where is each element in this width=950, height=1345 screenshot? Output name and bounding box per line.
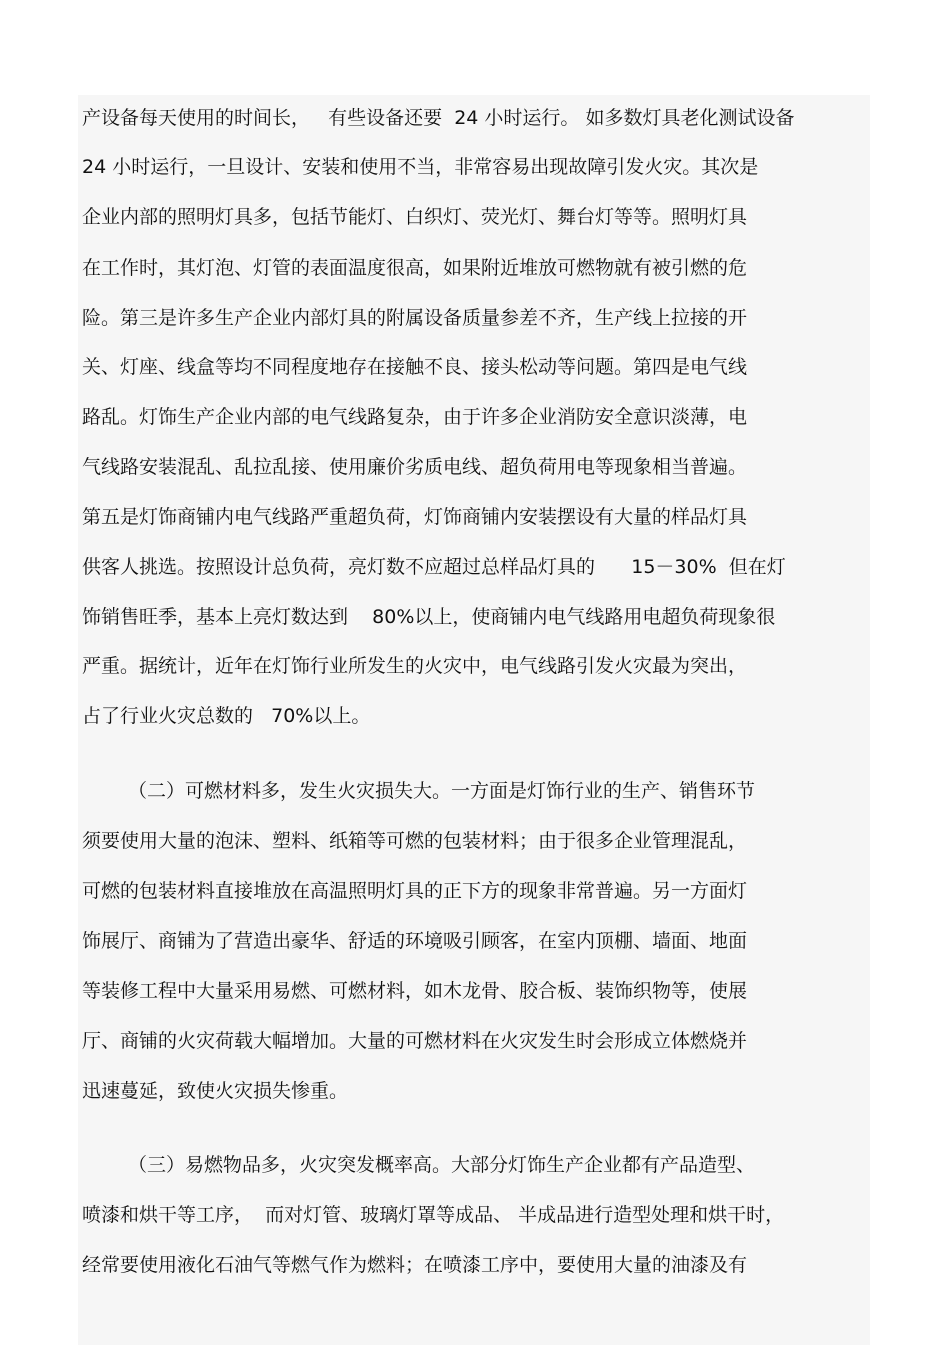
text-line: 气线路安装混乱、乱拉乱接、使用廉价劣质电线、超负荷用电等现象相当普遍。 (82, 456, 748, 478)
text-line: （二）可燃材料多，发生火灾损失大。一方面是灯饰行业的生产、销售环节 (128, 780, 756, 802)
text-line: 产设备每天使用的时间长， 有些设备还要 24 小时运行。 如多数灯具老化测试设备 (82, 107, 795, 129)
text-line: 关、灯座、线盒等均不同程度地存在接触不良、接头松动等问题。第四是电气线 (82, 356, 748, 378)
text-line: 第五是灯饰商铺内电气线路严重超负荷，灯饰商铺内安装摆设有大量的样品灯具 (82, 506, 748, 528)
text-line: 喷漆和烘干等工序， 而对灯管、玻璃灯罩等成品、 半成品进行造型处理和烘干时， (82, 1204, 785, 1226)
text-line: 等装修工程中大量采用易燃、可燃材料，如木龙骨、胶合板、装饰织物等，使展 (82, 980, 748, 1002)
text-line: （三）易燃物品多，火灾突发概率高。大部分灯饰生产企业都有产品造型、 (128, 1154, 756, 1176)
text-line: 厅、商铺的火灾荷载大幅增加。大量的可燃材料在火灾发生时会形成立体燃烧并 (82, 1030, 748, 1052)
text-line: 路乱。灯饰生产企业内部的电气线路复杂，由于许多企业消防安全意识淡薄，电 (82, 406, 748, 428)
text-line: 供客人挑选。按照设计总负荷，亮灯数不应超过总样品灯具的 15－30% 但在灯 (82, 556, 786, 578)
text-line: 企业内部的照明灯具多，包括节能灯、白织灯、荧光灯、舞台灯等等。照明灯具 (82, 206, 748, 228)
text-line: 险。第三是许多生产企业内部灯具的附属设备质量参差不齐，生产线上拉接的开 (82, 307, 748, 329)
text-line: 饰销售旺季，基本上亮灯数达到 80%以上，使商铺内电气线路用电超负荷现象很 (82, 606, 776, 628)
text-line: 经常要使用液化石油气等燃气作为燃料；在喷漆工序中，要使用大量的油漆及有 (82, 1254, 748, 1276)
text-line: 严重。据统计，近年在灯饰行业所发生的火灾中，电气线路引发火灾最为突出， (82, 655, 748, 677)
text-line: 饰展厅、商铺为了营造出豪华、舒适的环境吸引顾客，在室内顶棚、墙面、地面 (82, 930, 748, 952)
text-line: 迅速蔓延，致使火灾损失惨重。 (82, 1080, 349, 1102)
text-line: 24 小时运行，一旦设计、安装和使用不当，非常容易出现故障引发火灾。其次是 (82, 156, 759, 178)
text-line: 须要使用大量的泡沫、塑料、纸箱等可燃的包装材料；由于很多企业管理混乱， (82, 830, 748, 852)
text-line: 在工作时，其灯泡、灯管的表面温度很高，如果附近堆放可燃物就有被引燃的危 (82, 257, 748, 279)
text-line: 可燃的包装材料直接堆放在高温照明灯具的正下方的现象非常普遍。另一方面灯 (82, 880, 748, 902)
text-line: 占了行业火灾总数的 70%以上。 (82, 705, 371, 727)
